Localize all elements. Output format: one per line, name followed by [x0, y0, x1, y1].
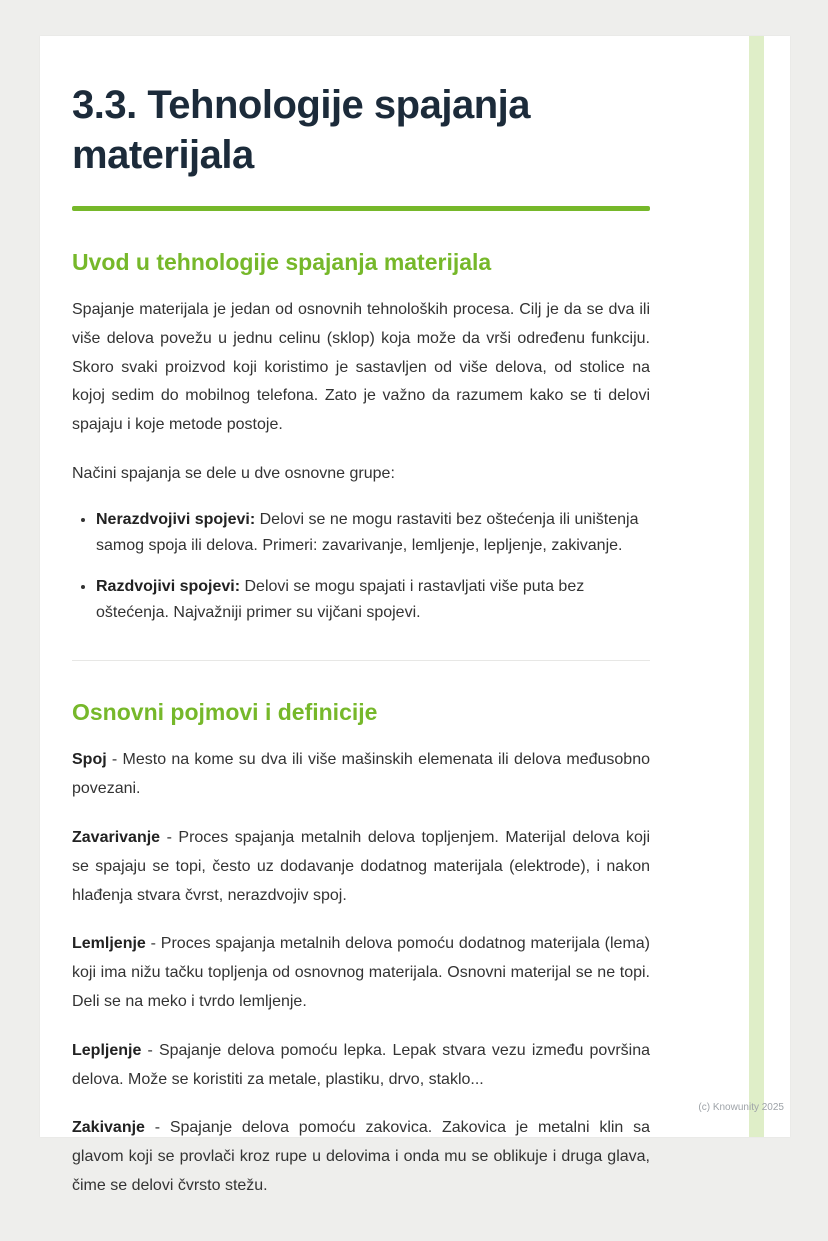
page-content — [40, 36, 722, 1241]
definition-text: - Mesto na kome su dva ili više mašinskih elemenata ili delova međusobno povezani. — [72, 751, 650, 798]
list-item-term: Nerazdvojivi spojevi: — [96, 510, 256, 528]
section-heading-intro: Uvod u tehnologije spajanja materijala — [72, 249, 492, 275]
footer-credit: (c) Knowunity 2025 — [698, 1102, 784, 1113]
decorative-green-stripe — [749, 36, 764, 1137]
list-item-text: Delovi se mogu spajati i rastavljati više puta bez oštećenja. Najvažniji primer su vijčani spojevi. — [96, 577, 585, 621]
definition-term: Zakivanje — [72, 1119, 145, 1137]
definition-text: - Spajanje delova pomoću lepka. Lepak stvara vezu između površina delova. Može se koristiti za metale, plastiku, drvo, staklo... — [72, 1041, 650, 1088]
list-item-text: Delovi se ne mogu rastaviti bez oštećenja ili uništenja samog spoja ili delova. Primeri: zavarivanje, lemljenje, lepljenje, zakivanje. — [96, 510, 639, 555]
section-divider — [72, 660, 650, 661]
definition-zavarivanje — [72, 824, 650, 910]
joining-types-list — [72, 507, 650, 627]
definition-text: - Proces spajanja metalnih delova pomoću dodatnog materijala (lema) koji ima nižu tačku topljenja od osnovnog materijala. Osnovni materijal se ne topi. Deli se na meko i tvrdo lemljenje. — [72, 935, 650, 1010]
definition-term: Zavarivanje — [72, 828, 161, 846]
definition-text: - Proces spajanja metalnih delova topljenjem. Materijal delova koji se spajaju se topi, često uz dodavanje dodatnog materijala (elektrode), i nakon hlađenja stvara čvrst, nerazdvojiv spoj. — [72, 828, 650, 904]
intro-paragraph-1: Spajanje materijala je jedan od osnovnih tehnoloških procesa. Cilj je da se dva ili više delova povežu u jednu celinu (sklop) koja može da vrši određenu funkciju. Skoro svaki proizvod koji koristimo je sastavljen od više delova, od stolice na kojoj sedim do mobilnog telefona. Zato je važno da razumem kako se ti delovi spajaju i koje metode postoje. — [72, 301, 650, 434]
definition-text: - Spajanje delova pomoću zakovica. Zakovica je metalni klin sa glavom koji se provlači kroz rupe u delovima i onda mu se oblikuje i druga glava, čime se delovi čvrsto stežu. — [72, 1119, 650, 1194]
page-title: 3.3. Tehnologije spajanja materijala — [72, 83, 530, 177]
list-item-razdvojivi — [96, 574, 650, 627]
definition-lemljenje — [72, 930, 650, 1016]
definition-zakivanje — [72, 1114, 650, 1200]
intro-paragraph-2: Načini spajanja se dele u dve osnovne grupe: — [72, 464, 395, 482]
definition-lepljenje — [72, 1037, 650, 1095]
definition-term: Lemljenje — [72, 935, 146, 953]
document-page — [40, 36, 790, 1194]
list-item-nerazdvojivi — [96, 507, 650, 560]
definition-term: Spoj — [72, 751, 107, 769]
section-heading-definitions: Osnovni pojmovi i definicije — [72, 699, 378, 726]
definition-term: Lepljenje — [72, 1041, 142, 1059]
accent-rule — [72, 206, 650, 211]
definition-spoj — [72, 746, 650, 804]
list-item-term: Razdvojivi spojevi: — [96, 577, 241, 595]
